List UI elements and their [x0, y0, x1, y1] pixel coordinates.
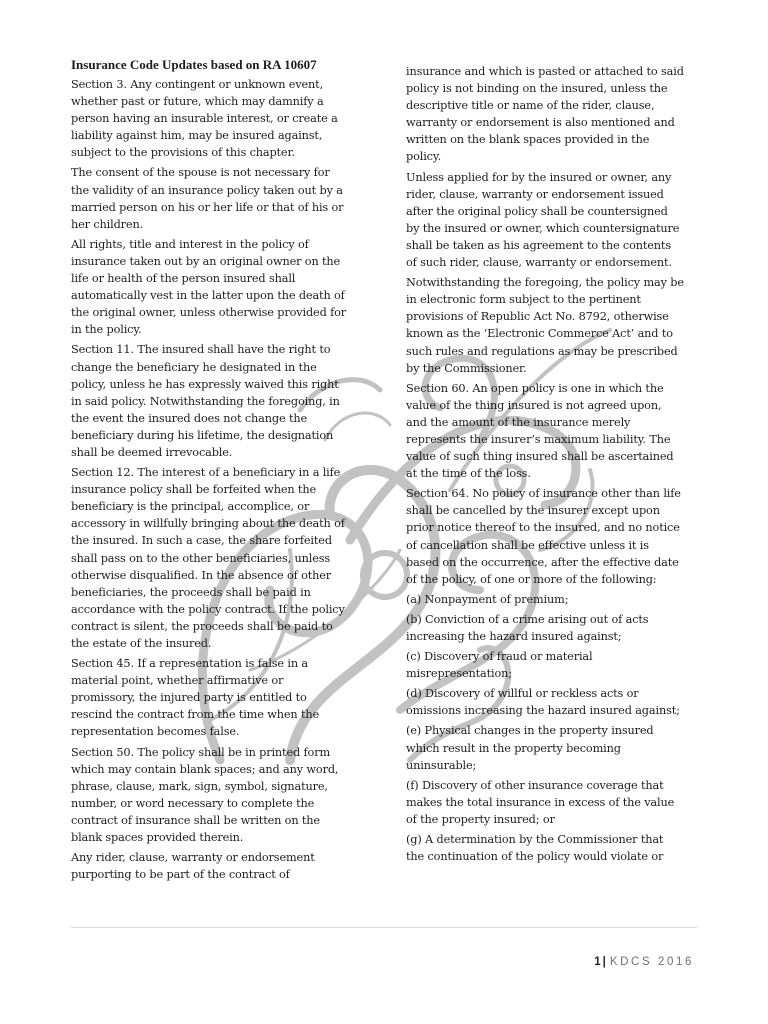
list-item: (f) Discovery of other insurance coverage that makes the total insurance in excess of the value of the property insured; or — [406, 778, 675, 826]
footer-separator: | — [602, 956, 606, 968]
paragraph: Section 3. Any contingent or unknown event, whether past or future, which may damnify a person having an insurable interest, or create a liability against him, may be insured against, subject to the provisions of this chapter. — [71, 78, 338, 160]
page-number: 1 — [594, 956, 601, 968]
list-item: (a) Nonpayment of premium; — [406, 592, 569, 606]
list-item: (d) Discovery of willful or reckless acts or omissions increasing the hazard insured against; — [406, 687, 680, 718]
paragraph: Notwithstanding the foregoing, the policy may be in electronic form subject to the pertinent provisions of Republic Act No. 8792, otherwise known as the ‘Electronic Commerce Act’ and to such rules and regulations as may be prescribed by the Commissioner. — [406, 276, 684, 375]
paragraph: All rights, title and interest in the policy of insurance taken out by an original owner on the life or health of the person insured shall automatically vest in the latter upon the death of the original owner, unless otherwise provided for in the policy. — [71, 237, 347, 337]
document-title: Insurance Code Updates based on RA 10607 — [71, 57, 317, 72]
paragraph: Any rider, clause, warranty or endorsement purporting to be part of the contract of — [71, 851, 315, 882]
paragraph: Unless applied for by the insured or owner, any rider, clause, warranty or endorsement issued after the original policy shall be countersigned by the insured or owner, which countersignature shall be taken as his agreement to the contents of such rider, clause, warranty or endorsement. — [406, 170, 680, 270]
paragraph: Section 11. The insured shall have the right to change the beneficiary he designated in the policy, unless he has expressly waived this right in said policy. Notwithstanding the foregoing, in the event the insured does not change the beneficiary during his lifetime, the designation shall be deemed irrevocable. — [71, 343, 340, 459]
paragraph: The consent of the spouse is not necessary for the validity of an insurance policy taken out by a married person on his or her life or that of his or her children. — [71, 166, 344, 231]
paragraph: Section 50. The policy shall be in printed form which may contain blank spaces; and any word, phrase, clause, mark, sign, symbol, signature, number, or word necessary to complete the contract of insurance shall be written on the blank spaces provided therein. — [71, 745, 339, 845]
paragraph: Section 12. The interest of a beneficiary in a life insurance policy shall be forfeited when the beneficiary is the principal, accomplice, or accessory in willfully bringing about the death of the insured. In such a case, the share forfeited shall pass on to the other beneficiaries, unless otherwise disqualified. In the absence of other beneficiaries, the proceeds shall be paid in accordance with the policy contract. If the policy contract is silent, the proceeds shall be paid to the estate of the insured. — [71, 466, 345, 650]
page-footer — [594, 956, 694, 968]
right-column — [406, 63, 684, 868]
list-item: (c) Discovery of fraud or material misrepresentation; — [406, 650, 593, 681]
footer-divider — [71, 927, 697, 928]
list-item: (b) Conviction of a crime arising out of acts increasing the hazard insured against; — [406, 612, 649, 643]
paragraph: Section 64. No policy of insurance other than life shall be cancelled by the insurer except upon prior notice thereof to the insured, and no notice of cancellation shall be effective unless it is based on the occurrence, after the effective date of the policy, of one or more of the following: — [406, 487, 681, 586]
left-column — [71, 56, 349, 886]
paragraph: Section 45. If a representation is false in a material point, whether affirmative or promissory, the injured party is entitled to rescind the contract from the time when the representation becomes false. — [71, 657, 320, 739]
paragraph: insurance and which is pasted or attached to said policy is not binding on the insured, unless the descriptive title or name of the rider, clause, warranty or endorsement is also mentioned and written on the blank spaces provided in the policy. — [406, 65, 684, 164]
paragraph: Section 60. An open policy is one in which the value of the thing insured is not agreed upon, and the amount of the insurance merely represents the insurer’s maximum liability. The value of such thing insured shall be ascertained at the time of the loss. — [406, 381, 674, 481]
list-item: (e) Physical changes in the property insured which result in the property becoming uninsurable; — [406, 724, 654, 772]
footer-label: KDCS 2016 — [609, 956, 694, 968]
list-item: (g) A determination by the Commissioner that the continuation of the policy would violate or — [406, 833, 664, 864]
